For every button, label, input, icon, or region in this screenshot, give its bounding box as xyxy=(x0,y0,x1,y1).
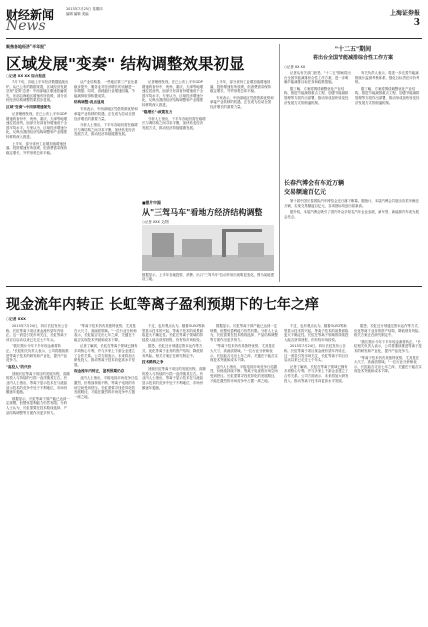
bottom-paragraph: 据悉，长虹还计划通过资本运作等方式，优化等离子业务的资产结构，降低财务风险。相关方案正在研究制定中。 xyxy=(354,324,422,338)
masthead xyxy=(6,4,422,38)
photo-feature-caption: 数据显示，上半年各地投资、消费、出口"三驾马车"拉动作用出现明显变化。图为某地建设工地。 xyxy=(142,273,274,281)
bottom-subhead: "高投入"的代价 xyxy=(6,364,32,369)
bottom-paragraph: 数据显示，长虹等离子屏产能已达到一定规模，但整体盈利能力仍然有限。分析人士认为，长虹需要在技术路线选择、产品结构调整等方面作出更多努力。 xyxy=(210,324,278,342)
sidebar1-paragraph: 记者从有关部门获悉，"十二五"期间将出台全国节能减排综合性工作方案，进一步明确节能减排目标任务和政策措施。 xyxy=(284,71,351,85)
article1-paragraph: 记者梳理发现，在已公布上半年GDP增速的省份中，贵州、重庆、天津等地增速位居前列，而部分东部省份增速低于全国平均水平。专家认为，区域经济增速分化，反映出我国经济结构调整和产业梯度转移的深入推进。 xyxy=(142,80,204,107)
bottom-subhead: 现金流年内转正，盈利预期仍存 xyxy=(74,369,125,374)
article1-subhead: 区域"变奏":中西部增速领先 xyxy=(6,104,51,109)
bottom-column-6 xyxy=(354,324,422,622)
bottom-paragraph: "等离子技术仍有其独特优势，尤其是在大尺寸、高画质领域。"一位行业分析师表示，长虹能否走出七年之痒，关键在于能否实现技术突破和成本下降。 xyxy=(210,344,278,363)
sidebar1-paragraph: 有关负责人表示，将进一步完善节能减排统计监测考核体系，强化目标责任评价考核。 xyxy=(355,71,420,85)
bottom-paragraph: 2013年7月24日，四川长虹发布公告称，长虹等离子项目现金流有望年内转正。这一消息引发市场关注，长虹等离子项目自启动以来已走过七个年头。 xyxy=(284,344,349,363)
article1-column-1 xyxy=(6,80,70,278)
article1-byline: ○记者 XX XX 综合报道 xyxy=(6,74,46,78)
photo-feature-headline: 从"三驾马车"看地方经济结构调整 xyxy=(142,208,263,217)
bottom-paragraph: "等离子技术仍有其独特优势，尤其是在大尺寸、高画质领域。"一位行业分析师表示，长虹能否走出七年之痒，关键在于能否实现技术突破和成本下降。 xyxy=(354,355,422,374)
article1-paragraph: 上半年，部分省份工业增加值增速回落，投资增速有所放缓，但消费需求保持稳定增长，外贸形势总体平稳。 xyxy=(6,141,68,155)
bottom-paragraph: 回顾长虹等离子项目的发展历程，高额的投入与持续的亏损一直伴随其左右。有业内人士指出，等离子显示技术在与液晶显示技术的竞争中处于不利地位，市场份额逐年萎缩。 xyxy=(142,367,206,390)
sidebar2-paragraph: 据介绍，本届汽博会吸引了国内外众多知名汽车企业参展，新车型、新能源汽车成为展会亮点。 xyxy=(284,210,419,219)
masthead-editors: 编辑 编辑 美编 xyxy=(66,12,89,16)
sidebar1-paragraph: 据了解，方案将围绕调整优化产业结构、推进节能减排重点工程、加强节能减排管理等方面作出部署，推动形成加快转变经济发展方式的倒逼机制。 xyxy=(284,86,349,105)
article1-subhead: 结构调整:亮点显现 xyxy=(74,100,105,105)
bottom-paragraph: "我们预计今年下半年现金流将转正。"长虹相关负责人表示，公司将继续推进等离子技术的研发和产业化，提升产品竞争力。 xyxy=(354,339,422,353)
construction-photo-icon xyxy=(142,225,274,271)
bottom-paragraph: 2013年7月24日，四川长虹发布公告称，长虹等离子项目现金流有望年内转正。这一消息引发市场关注，长虹等离子项目自启动以来已走过七个年头。 xyxy=(6,324,68,342)
article1-paragraph: 7月下旬，各地上半年经济数据陆续出炉。从已公布的数据来看，区域经济发展呈现"变奏"态势：中西部地区增速普遍领先，东部沿海地区增速有所放缓，部分省份经济结构调整效果初步显现。 xyxy=(6,80,69,103)
sidebar2-paragraph: 第十届中国长春国际汽车博览会近日落下帷幕。据统计，本届汽博会共展出各类车辆近万辆，实现交易额逾百亿元，各项指标均创历届新高。 xyxy=(284,199,419,208)
bottom-column-5 xyxy=(284,324,350,622)
article1-paragraph: 记者梳理发现，在已公布上半年GDP增速的省份中，贵州、重庆、天津等地增速位居前列，而部分东部省份增速低于全国平均水平。专家认为，区域经济增速分化，反映出我国经济结构调整和产业梯度转移的深入推进。 xyxy=(6,111,68,139)
article1-paragraph: 分析人士指出，下半年各地仍需在稳增长与调结构之间寻求平衡，加快转变经济发展方式，推动经济持续健康发展。 xyxy=(142,116,206,130)
article1-headline: 区域发展"变奏" 结构调整效果初显 xyxy=(6,55,245,73)
bottom-column-1 xyxy=(6,324,70,622)
bottom-paragraph: "我们预计今年下半年现金流将转正。"长虹相关负责人表示，公司将继续推进等离子技术的研发和产业化，提升产品竞争力。 xyxy=(6,344,69,363)
bottom-paragraph: 据悉，长虹还计划通过资本运作等方式，优化等离子业务的资产结构，降低财务风险。相关方案正在研究制定中。 xyxy=(142,344,204,358)
bottom-paragraph: 不过，也有观点认为，随着OLED等新型显示技术的兴起，等离子技术的前景面临更大不确定性。长虹在等离子领域的持续投入能否获得回报，仍有待市场检验。 xyxy=(142,324,205,342)
article1-subhead: "稳增长":政策发力 xyxy=(142,109,173,114)
article1-kicker: 聚焦各地经济"半年报" xyxy=(6,44,47,49)
bottom-column-2 xyxy=(74,324,138,622)
bottom-paragraph: "等离子技术仍有其独特优势，尤其是在大尺寸、高画质领域。"一位行业分析师表示，长虹能否走出七年之痒，关键在于能否实现技术突破和成本下降。 xyxy=(74,324,137,342)
bottom-paragraph: 业内人士指出，平板电视市场竞争日趋激烈，价格战持续不断，等离子电视的市场空间受到挤压。长虹需要寻找差异化的发展路径，才能在激烈的市场竞争中占据一席之地。 xyxy=(74,376,138,399)
bottom-subhead: 技术路线之争 xyxy=(142,360,164,365)
paper-name: 上海证券报 xyxy=(389,10,420,17)
sidebar2-title: 长春汽博会有车近万辆 xyxy=(284,180,345,187)
sidebar1-paragraph: 据了解，方案将围绕调整优化产业结构、推进节能减排重点工程、加强节能减排管理等方面作出部署，推动形成加快转变经济发展方式的倒逼机制。 xyxy=(355,86,420,105)
page-number: 3 xyxy=(413,18,420,28)
photo-feature-byline: ○记者 XXX 文/图 xyxy=(142,220,169,224)
article1-column-4 xyxy=(210,80,274,198)
article1-column-3 xyxy=(142,80,206,198)
bottom-paragraph: 回顾长虹等离子项目的发展历程，高额的投入与持续的亏损一直伴随其左右。有业内人士指出，等离子显示技术在与液晶显示技术的竞争中处于不利地位，市场份额逐年萎缩。 xyxy=(6,371,70,395)
bottom-paragraph: 记者了解到，长虹在等离子领域已拥有多项核心专利，并与多家上下游企业建立了合作关系。公司方面表示，未来将加大研发投入，推动等离子技术向更高水平发展。 xyxy=(284,364,349,383)
article1-paragraph: 上半年，部分省份工业增加值增速回落，投资增速有所放缓，但消费需求保持稳定增长，外贸形势总体平稳。 xyxy=(210,80,272,94)
article1-column-2 xyxy=(74,80,138,278)
sidebar2-subtitle: 交易额逾百亿元 xyxy=(284,189,327,196)
sidebar1-vertical-rule xyxy=(279,44,280,282)
sidebar1 xyxy=(284,44,422,174)
sidebar2 xyxy=(284,178,422,282)
sidebar1-title: "十二五"期间 xyxy=(334,46,372,53)
section-divider xyxy=(6,286,422,287)
bottom-paragraph: 数据显示，长虹等离子屏产能已达到一定规模，但整体盈利能力仍然有限。分析人士认为，长虹需要在技术路线选择、产品结构调整等方面作出更多努力。 xyxy=(6,396,70,415)
article1-paragraph: 专家表示，中西部地区凭借资源优势和承接产业转移的机遇，正在成为拉动全国经济增长的重要力量。 xyxy=(74,107,138,121)
photo-feature-image xyxy=(142,225,274,271)
bottom-paragraph: 业内人士指出，平板电视市场竞争日趋激烈，价格战持续不断，等离子电视的市场空间受到挤压。长虹需要寻找差异化的发展路径，才能在激烈的市场竞争中占据一席之地。 xyxy=(210,364,278,383)
article1-paragraph: 分析人士指出，下半年各地仍需在稳增长与调结构之间寻求平衡，加快转变经济发展方式，推动经济持续健康发展。 xyxy=(74,123,138,137)
sidebar1-byline: ○记者 XX XX xyxy=(284,65,306,69)
bottom-paragraph: 记者了解到，长虹在等离子领域已拥有多项核心专利，并与多家上下游企业建立了合作关系。公司方面表示，未来将加大研发投入，推动等离子技术向更高水平发展。 xyxy=(74,344,138,367)
article1-paragraph: 专家表示，中西部地区凭借资源优势和承接产业转移的机遇，正在成为拉动全国经济增长的重要力量。 xyxy=(210,95,274,109)
masthead-rule xyxy=(6,38,422,39)
masthead-brand: 财经新闻 xyxy=(6,8,55,22)
bottom-story-byline: ○记者 XXX xyxy=(6,317,26,321)
sidebar1-subtitle: 将出台全国节能减排综合性工作方案 xyxy=(312,55,393,61)
bottom-story-headline: 现金流年内转正 长虹等离子盈利预期下的七年之痒 xyxy=(6,297,319,313)
masthead-section-news: News xyxy=(6,18,46,34)
bottom-column-4 xyxy=(210,324,278,622)
bottom-paragraph: 不过，也有观点认为，随着OLED等新型显示技术的兴起，等离子技术的前景面临更大不确定性。长虹在等离子领域的持续投入能否获得回报，仍有待市场检验。 xyxy=(284,324,349,342)
photo-feature-label: ■图片中国 xyxy=(142,200,161,205)
bottom-column-3 xyxy=(142,324,206,622)
masthead-date: 2013年7月25日 星期四 xyxy=(66,7,103,11)
article1-paragraph: 从产业结构看，一些地区第三产业比重稳步提升，服务业对经济增长的贡献进一步增强；同时，高耗能行业增速回落，节能减排取得积极成效。 xyxy=(74,80,138,98)
